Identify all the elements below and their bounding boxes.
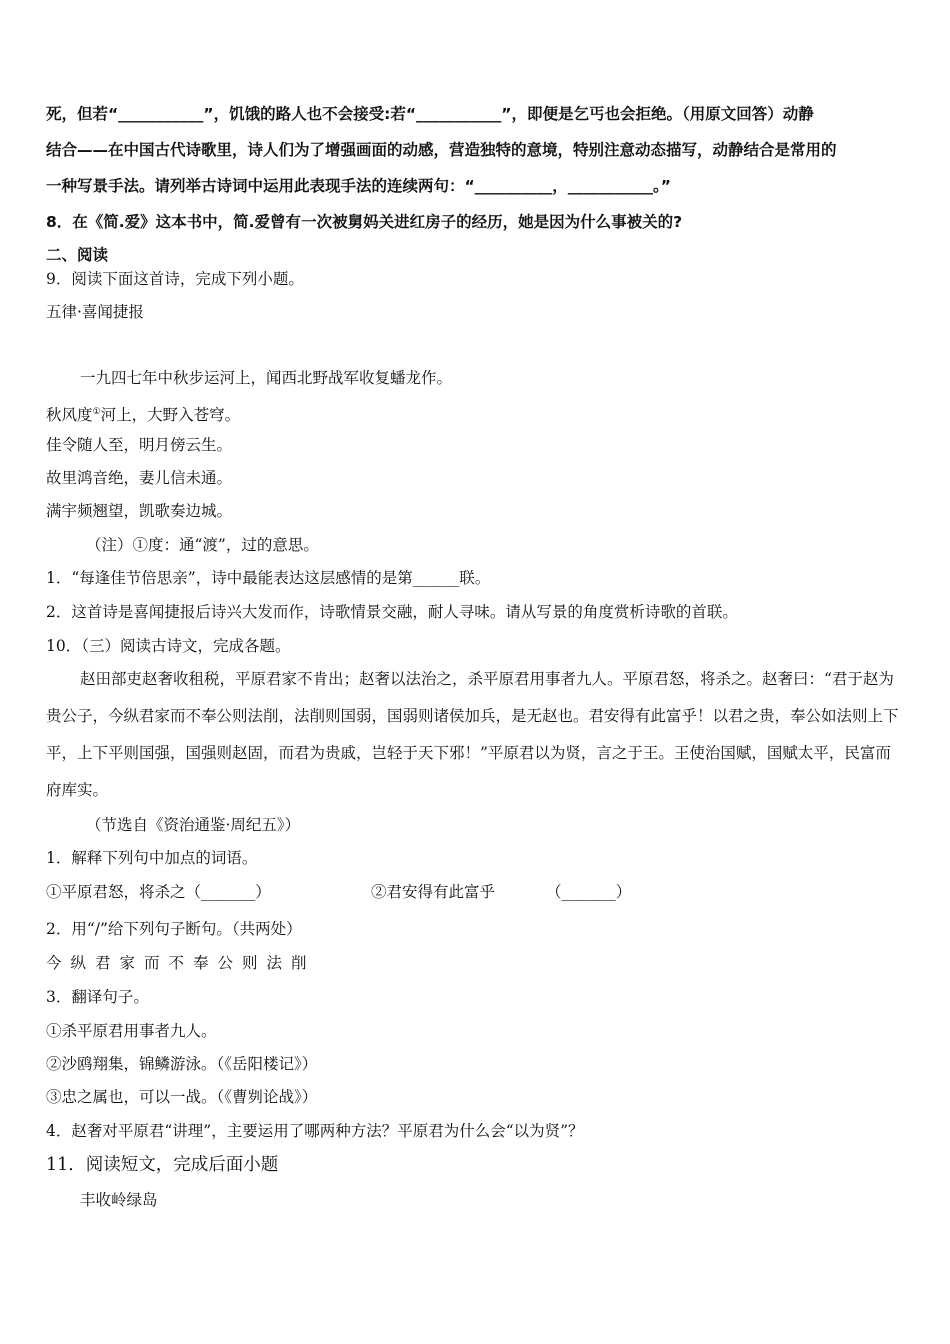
- poem-line-2: 佳令随人至，明月傍云生。: [46, 436, 233, 454]
- question10-sub3-c: ③忠之属也，可以一战。（《曹刿论战》）: [46, 1088, 318, 1106]
- poem-title: 五律·喜闻捷报: [46, 303, 144, 321]
- question10-sub1: 1．解释下列句中加点的词语。: [46, 849, 258, 867]
- question10-sub2: 2．用“/”给下列句子断句。（共两处）: [46, 920, 302, 938]
- question10-sub1-item-b: ②君安得有此富乎: [371, 883, 496, 901]
- poem-line-1a: 秋风度: [46, 406, 93, 425]
- poem-line-1: [46, 402, 910, 425]
- poem-preface: 一九四七年中秋步运河上，闻西北野战军收复蟠龙作。: [80, 369, 453, 387]
- question9-intro: 9．阅读下面这首诗，完成下列小题。: [46, 270, 304, 288]
- question7-line2: 结合——在中国古代诗歌里，诗人们为了增强画面的动感，营造独特的意境，特别注意动态描写，动静结合是常用的: [46, 141, 837, 159]
- poem-line-3: 故里鸿音绝，妻儿信未通。: [46, 469, 233, 487]
- poem-note: （注）①度：通“渡”，过的意思。: [86, 536, 319, 554]
- article-title: 丰收岭绿岛: [80, 1191, 158, 1209]
- question10-sub3-b: ②沙鸥翔集，锦鳞游泳。（《岳阳楼记》）: [46, 1055, 318, 1073]
- classical-passage-text: 赵田部吏赵奢收租税，平原君家不肯出；赵奢以法治之，杀平原君用事者九人。平原君怒，将杀之。赵奢曰：“君于赵为贵公子，今纵君家而不奉公则法削，法削则国弱，国弱则诸侯加兵，是无赵也。君安得有此富乎！以君之贵，奉公如法则上下平，上下平则国强，国强则赵固，而君为贵戚，岂轻于天下邪！”平原君以为贤，言之于王。王使治国赋，国赋太平，民富而府库实。: [46, 670, 899, 799]
- question10-sub1-items: [46, 882, 910, 902]
- question10-sub2-sentence: 今纵君家而不奉公则法削: [46, 954, 316, 972]
- question9-sub2: 2．这首诗是喜闻捷报后诗兴大发而作，诗歌情景交融，耐人寻味。请从写景的角度赏析诗歌的首联。: [46, 603, 738, 621]
- footnote-marker: ①: [92, 407, 101, 417]
- poem-line-1b: 河上，大野入苍穹。: [100, 406, 241, 425]
- question9-sub1: 1．“每逢佳节倍思亲”，诗中最能表达这层感情的是第______联。: [46, 569, 491, 587]
- question7-line1: 死，但若“___________”，饥饿的路人也不会接受:若“___________”，即便是乞丐也会拒绝。（用原文回答）动静: [46, 105, 814, 123]
- question11-intro: 11．阅读短文，完成后面小题: [46, 1155, 279, 1175]
- classical-passage: [46, 661, 906, 809]
- question8: 8．在《简.爱》这本书中，简.爱曾有一次被舅妈关进红房子的经历，她是因为什么事被关的?: [46, 213, 683, 231]
- question10-sub1-item-a: ①平原君怒，将杀之（_______）: [46, 883, 271, 901]
- question7-line3: 一种写景手法。请列举古诗词中运用此表现手法的连续两句：“__________，___________。”: [46, 177, 671, 195]
- question10-intro: 10．（三）阅读古诗文，完成各题。: [46, 637, 291, 655]
- passage-source: （节选自《资治通鉴·周纪五》）: [86, 816, 301, 834]
- section-heading-reading: 二、阅读: [46, 246, 109, 264]
- question10-sub3: 3．翻译句子。: [46, 988, 149, 1006]
- question10-sub1-item-b-blank: （_______）: [546, 883, 632, 901]
- question10-sub4: 4．赵奢对平原君“讲理”，主要运用了哪两种方法？平原君为什么会“以为贤”？: [46, 1122, 584, 1140]
- question10-sub3-a: ①杀平原君用事者九人。: [46, 1022, 217, 1040]
- poem-line-4: 满宇频翘望，凯歌奏边城。: [46, 502, 233, 520]
